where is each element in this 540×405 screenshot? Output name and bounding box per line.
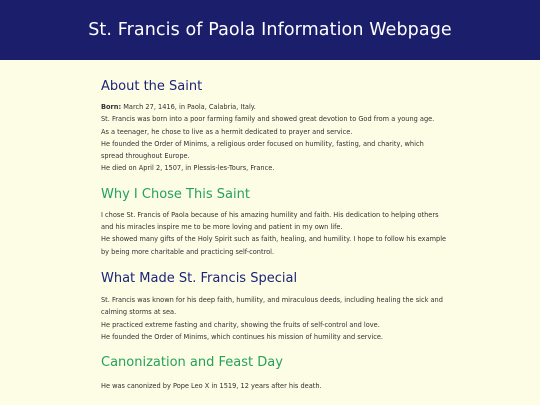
why-heading: Why I Chose This Saint bbox=[101, 186, 250, 202]
canonization-section bbox=[101, 343, 448, 392]
about-paragraph: He founded the Order of Minims, a religious order focused on humility, fasting, and charity, which spread throughout Europe. bbox=[101, 139, 424, 161]
main-content bbox=[0, 60, 540, 392]
special-heading: What Made St. Francis Special bbox=[101, 270, 298, 286]
born-line bbox=[101, 101, 448, 113]
page-header bbox=[0, 0, 540, 60]
about-heading: About the Saint bbox=[101, 79, 203, 94]
special-paragraph: He practiced extreme fasting and charity, showing the fruits of self-control and love. bbox=[101, 320, 380, 329]
why-section bbox=[101, 175, 448, 258]
born-value: March 27, 1416, in Paola, Calabria, Italy. bbox=[121, 103, 256, 111]
page-title: St. Francis of Paola Information Webpage bbox=[88, 20, 452, 40]
born-label: Born: bbox=[101, 103, 122, 111]
about-paragraph: St. Francis was born into a poor farming family and showed great devotion to God from a young age. bbox=[101, 115, 435, 124]
canonization-paragraph: He was canonized by Pope Leo X in 1519, 12 years after his death. bbox=[101, 382, 322, 391]
canonization-heading: Canonization and Feast Day bbox=[101, 355, 283, 371]
special-section bbox=[101, 258, 448, 343]
special-paragraph: St. Francis was known for his deep faith, humility, and miraculous deeds, including healing the sick and calming storms at sea. bbox=[101, 295, 443, 317]
about-paragraph: As a teenager, he chose to live as a hermit dedicated to prayer and service. bbox=[101, 127, 353, 136]
about-paragraph: He died on April 2, 1507, in Plessis-les-Tours, France. bbox=[101, 164, 275, 173]
why-paragraph: I chose St. Francis of Paola because of his amazing humility and faith. His dedication to helping others and his miracles inspire me to be more loving and patient in my own life. bbox=[101, 210, 439, 232]
about-section bbox=[101, 60, 448, 175]
why-paragraph: He showed many gifts of the Holy Spirit such as faith, healing, and humility. I hope to follow his example by being more charitable and practicing self-control. bbox=[101, 235, 447, 256]
special-paragraph: He founded the Order of Minims, which continues his mission of humility and service. bbox=[101, 332, 383, 341]
